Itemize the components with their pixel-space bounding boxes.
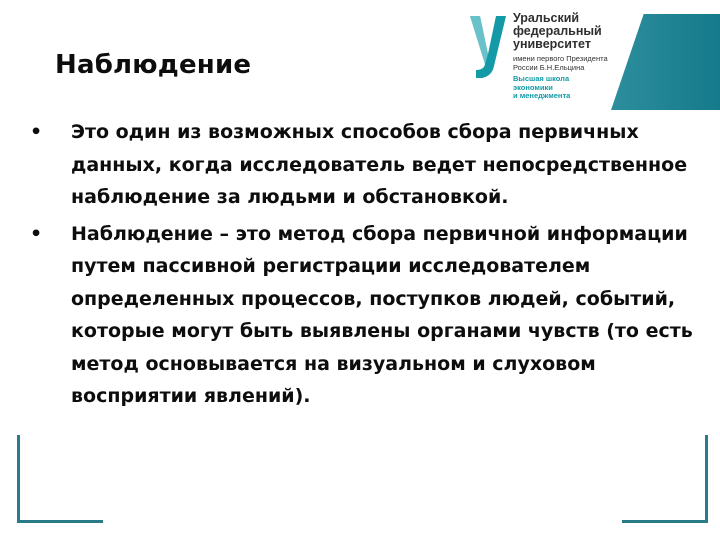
corner-bracket-bottom-right: [622, 435, 708, 523]
university-logo: [468, 10, 720, 110]
bullet-marker: •: [30, 121, 43, 143]
logo-text: [513, 12, 621, 101]
bullet-text: Наблюдение – это метод сбора первичной информации путем пассивной регистрации исследователем определенных процессов, поступков людей, событий, которые могут быть выявлены органами чувств (то есть метод основывается на визуальном и слуховом восприятии явлений).: [71, 222, 693, 407]
slide-title: Наблюдение: [55, 50, 252, 80]
bullet-item: [30, 116, 695, 214]
bullet-item: [30, 218, 695, 413]
corner-bracket-bottom-left: [17, 435, 103, 523]
bullet-text: Это один из возможных способов сбора первичных данных, когда исследователь ведет непосредственное наблюдение за людьми и обстановкой.: [71, 121, 688, 208]
urfu-logo-icon: [468, 14, 508, 82]
logo-school-name: Высшая школа экономики и менеджмента: [513, 74, 571, 100]
logo-subtitle: имени первого Президента России Б.Н.Ельцина: [513, 54, 608, 72]
bullet-marker: •: [30, 222, 43, 245]
bullet-list: [30, 116, 695, 417]
logo-university-name: Уральский федеральный университет: [513, 11, 602, 51]
logo-teal-band: [611, 14, 720, 110]
